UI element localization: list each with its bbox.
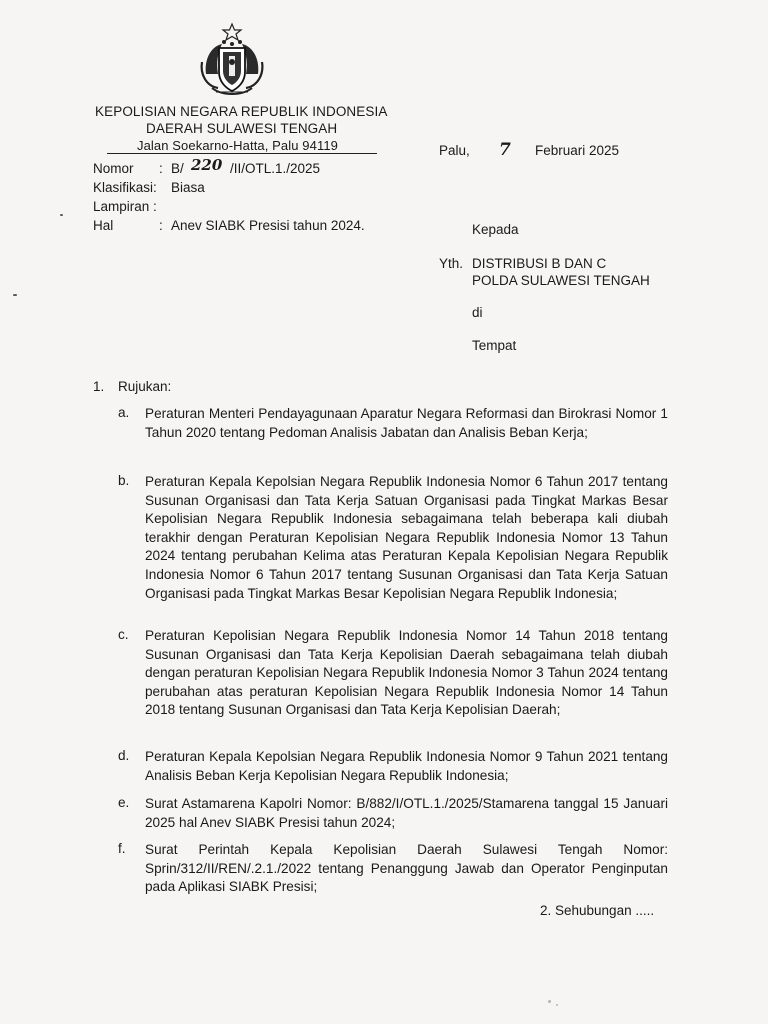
nomor-handwritten: 220 — [191, 156, 223, 174]
hal-label: Hal — [93, 218, 114, 233]
scan-speck — [60, 214, 63, 216]
nomor-label: Nomor — [93, 161, 134, 176]
scan-speck — [13, 294, 17, 296]
letterhead-rule — [107, 153, 377, 154]
recipient-line-2: POLDA SULAWESI TENGAH — [472, 273, 650, 288]
scan-speck — [548, 1000, 551, 1003]
recipient-tempat: Tempat — [472, 338, 517, 353]
item-a-letter: a. — [118, 405, 130, 420]
item-a-text: Peraturan Menteri Pendayagunaan Aparatur Negara Reformasi dan Birokrasi Nomor 1 Tahun 2020 tentang Pedoman Analisis Jabatan dan Analisis Beban Kerja; — [145, 406, 668, 440]
recipient-di: di — [472, 305, 483, 320]
item-e-letter: e. — [118, 795, 130, 810]
scan-speck — [556, 1004, 558, 1006]
recipient-yth: Yth. — [439, 256, 464, 271]
item-c-text: Peraturan Kepolisian Negara Republik Indonesia Nomor 14 Tahun 2018 tentang Susunan Organisasi dan Tata Kerja Kepolisian Daerah sebagaimana telah diubah dengan peraturan Kepolisian Negara Republik Indonesia Nomor 3 Tahun 2024 tentang perubahan atas peraturan Kepolisian Negara Republik Indonesia Nomor 14 Tahun 2018 tentang Susunan Organisasi dan Tata Kerja Kepolisian Daerah; — [145, 628, 668, 718]
org-line-2: DAERAH SULAWESI TENGAH — [146, 121, 338, 136]
org-line-1: KEPOLISIAN NEGARA REPUBLIK INDONESIA — [95, 104, 388, 119]
nomor-prefix: B/ — [171, 161, 184, 176]
section-number: 1. — [93, 379, 105, 394]
nomor-suffix: /II/OTL.1./2025 — [230, 161, 321, 176]
nomor-colon: : — [159, 161, 163, 176]
item-b-text: Peraturan Kepala Kepolsian Negara Republik Indonesia Nomor 6 Tahun 2017 tentang Susunan Organisasi dan Tata Kerja Satuan Organisasi pada Tingkat Markas Besar Kepolisian Negara Republik Indonesia sebagaimana telah beberapa kali diubah terakhir dengan Peraturan Kepolisian Negara Republik Indonesia Nomor 13 Tahun 2024 tentang perubahan Kelima atas Peraturan Kepala Kepolisian Negara Republik Indonesia Nomor 6 Tahun 2017 tentang Susunan Organisasi dan Tata Kerja Satuan Organisasi pada Tingkat Markas Besar Kepolisian Negara Republik Indonesia; — [145, 474, 668, 601]
item-c-letter: c. — [118, 627, 129, 642]
recipient-kepada: Kepada — [472, 222, 519, 237]
item-d-letter: d. — [118, 748, 130, 763]
date-month-year: Februari 2025 — [535, 143, 620, 158]
item-d-text: Peraturan Kepala Kepolsian Negara Republik Indonesia Nomor 9 Tahun 2021 tentang Analisis Beban Kerja Kepolisian Negara Republik Indonesia; — [145, 749, 668, 783]
item-f-letter: f. — [118, 841, 126, 856]
klasifikasi-label: Klasifikasi: — [93, 180, 157, 195]
date-day-handwritten: 7 — [499, 140, 511, 160]
item-f-text: Surat Perintah Kepala Kepolisian Daerah Sulawesi Tengah Nomor: Sprin/312/II/REN/.2.1./2022 tentang Penanggung Jawab dan Operator Penginputan pada Aplikasi SIABK Presisi; — [145, 842, 668, 895]
org-address: Jalan Soekarno-Hatta, Palu 94119 — [137, 138, 338, 153]
item-e-text: Surat Astamarena Kapolri Nomor: B/882/I/OTL.1./2025/Stamarena tanggal 15 Januari 2025 hal Anev SIABK Presisi tahun 2024; — [145, 796, 668, 830]
section-title: Rujukan: — [118, 379, 172, 394]
lampiran-label: Lampiran : — [93, 199, 157, 214]
hal-value: Anev SIABK Presisi tahun 2024. — [171, 218, 365, 233]
hal-colon: : — [159, 218, 163, 233]
item-b-letter: b. — [118, 473, 130, 488]
continuation-text: 2. Sehubungan ..... — [540, 903, 655, 918]
klasifikasi-value: Biasa — [171, 180, 205, 195]
date-city: Palu, — [439, 143, 470, 158]
polri-emblem-icon — [198, 22, 266, 98]
recipient-line-1: DISTRIBUSI B DAN C — [472, 256, 607, 271]
